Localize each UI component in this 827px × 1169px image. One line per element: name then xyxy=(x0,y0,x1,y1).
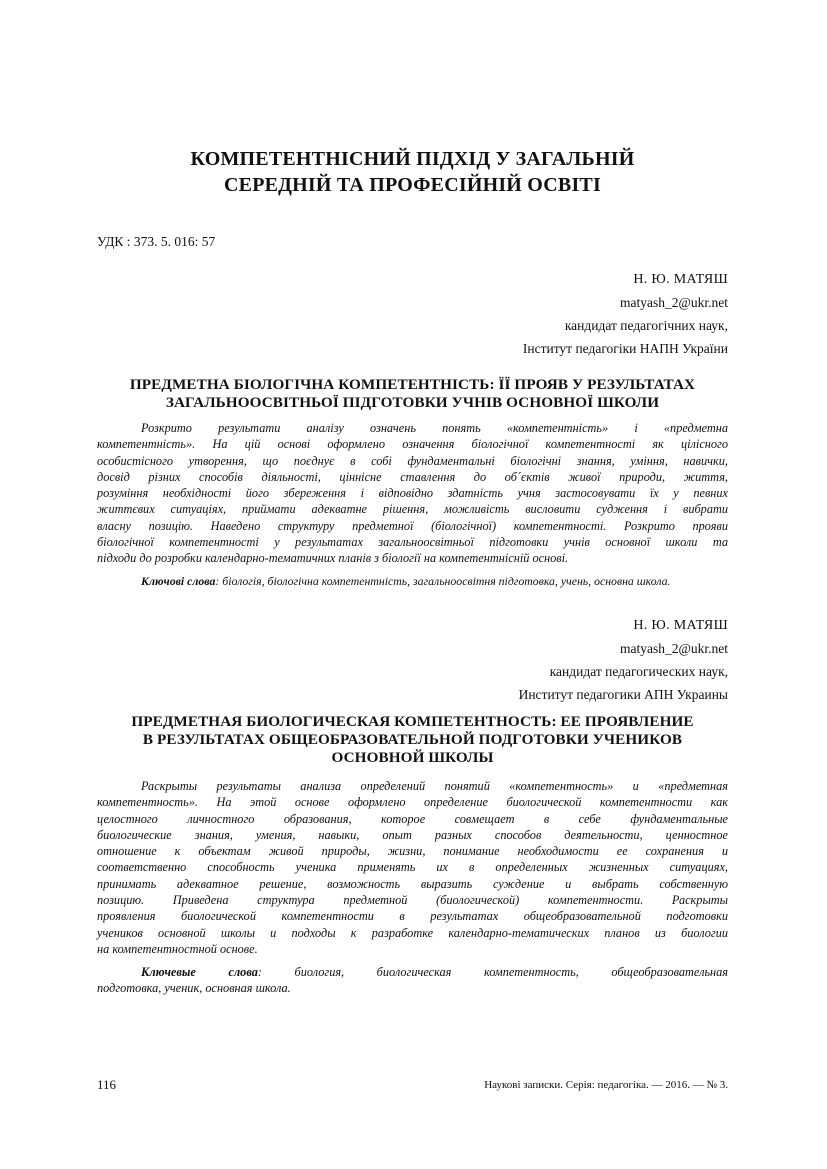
author-degree: кандидат педагогических наук, xyxy=(549,664,728,679)
keywords-text: : біологія, біологічна компетентність, загальноосвітня підготовка, учень, основна школа. xyxy=(215,574,671,588)
abstract-ru xyxy=(97,778,728,957)
article-title-ru xyxy=(97,713,728,767)
abstract-line: життєвих ситуаціях, приймати адекватне рішення, можливість висловити судження і вибрати xyxy=(97,502,728,517)
title-line: ПРЕДМЕТНАЯ БИОЛОГИЧЕСКАЯ КОМПЕТЕНТНОСТЬ: ЕЕ ПРОЯВЛЕНИЕ xyxy=(131,713,694,730)
abstract-line: особистісного утворення, що поєднує в собі фундаментальні біологічні знання, уміння, навички, xyxy=(97,453,728,468)
author-affiliation: Институт педагогики АПН Украины xyxy=(518,687,728,702)
keywords-label: Ключові слова xyxy=(141,574,216,588)
author-block-ua xyxy=(523,268,728,360)
abstract-line: власну позицію. Наведено структуру предметної (біологічної) компетентності. Розкрито прояви xyxy=(97,518,728,533)
author-affiliation: Інститут педагогіки НАПН України xyxy=(522,341,728,356)
abstract-line: проявления биологической компетентности в результатах общеобразовательной подготовки xyxy=(97,909,728,924)
abstract-line: отношение к объектам живой природы, жизни, понимание необходимости ее сохранения и xyxy=(97,844,728,859)
keywords-text: : биология, биологическая компетентность, общеобразовательная xyxy=(257,965,729,979)
abstract-line: позицию. Приведена структура предметной (биологической) компетентности. Раскрыты xyxy=(97,893,728,908)
abstract-line: целостного личностного образования, которое совмещает в себе фундаментальные xyxy=(97,811,728,826)
abstract-line: Раскрыты результаты анализа определений понятий «компетентность» и «предметная xyxy=(141,779,728,793)
title-line: ПРЕДМЕТНА БІОЛОГІЧНА КОМПЕТЕНТНІСТЬ: ЇЇ ПРОЯВ У РЕЗУЛЬТАТАХ xyxy=(129,376,696,393)
keywords-ua xyxy=(97,573,772,589)
abstract-line: биологические знания, умения, навыки, опыт разных способов деятельности, ценностное xyxy=(97,827,728,842)
abstract-line: Розкрито результати аналізу означень понять «компетентність» і «предметна xyxy=(141,421,728,435)
article-title-ua xyxy=(97,376,728,412)
abstract-line: біологічної компетентності у результатах загальноосвітньої підготовки учнів основної школи та xyxy=(97,535,728,550)
author-email: matyash_2@ukr.net xyxy=(619,295,728,310)
keywords-line xyxy=(97,964,728,980)
keywords-label: Ключевые слова xyxy=(141,965,258,979)
author-email: matyash_2@ukr.net xyxy=(619,641,728,656)
abstract-line: компетентность». На этой основе оформлено определение биологической компетентности как xyxy=(97,795,728,810)
abstract-line: компетентність». На цій основі оформлено означення біологічної компетентності як цілісного xyxy=(97,437,728,452)
keywords-ru xyxy=(97,964,728,997)
title-line: ЗАГАЛЬНООСВІТНЬОЇ ПІДГОТОВКИ УЧНІВ ОСНОВНОЇ ШКОЛИ xyxy=(165,394,660,411)
section-title xyxy=(97,146,728,198)
page-number: 116 xyxy=(97,1077,117,1092)
udc-code: УДК : 373. 5. 016: 57 xyxy=(97,234,216,249)
abstract-line: учеников основной школы и подходы к разработке календарно-тематических планов из биологии xyxy=(97,925,728,940)
abstract-line: принимать адекватное решение, возможность выразить суждение и выбрать собственную xyxy=(97,876,728,891)
title-line: ОСНОВНОЙ ШКОЛЫ xyxy=(331,749,494,766)
abstract-ua xyxy=(97,420,728,567)
journal-citation: Наукові записки. Серія: педагогіка. — 2016. — № 3. xyxy=(484,1079,728,1091)
author-block-ru xyxy=(519,614,728,706)
section-title-line: КОМПЕТЕНТНІСНИЙ ПІДХІД У ЗАГАЛЬНІЙ xyxy=(190,148,635,170)
document-page xyxy=(97,0,728,1169)
author-name: Н. Ю. МАТЯШ xyxy=(633,272,728,287)
keywords-line: подготовка, ученик, основная школа. xyxy=(97,981,291,996)
abstract-line: підходи до розробки календарно-тематичних планів з біології на компетентнісній основі. xyxy=(97,551,569,566)
abstract-line: на компетентностной основе. xyxy=(97,941,258,956)
section-title-line: СЕРЕДНІЙ ТА ПРОФЕСІЙНІЙ ОСВІТІ xyxy=(224,174,601,196)
title-line: В РЕЗУЛЬТАТАХ ОБЩЕОБРАЗОВАТЕЛЬНОЙ ПОДГОТОВКИ УЧЕНИКОВ xyxy=(142,731,683,748)
abstract-line: розуміння необхідності його збереження і відповідно здатність учня застосовувати їх у певних xyxy=(97,486,728,501)
author-name: Н. Ю. МАТЯШ xyxy=(633,618,728,633)
abstract-line: досвід різних способів діяльності, ціннісне ставлення до об´єктів живої природи, життя, xyxy=(97,469,728,484)
author-degree: кандидат педагогічних наук, xyxy=(564,318,728,333)
abstract-line: соответственно способность ученика применять их в определенных жизненных ситуациях, xyxy=(97,860,728,875)
